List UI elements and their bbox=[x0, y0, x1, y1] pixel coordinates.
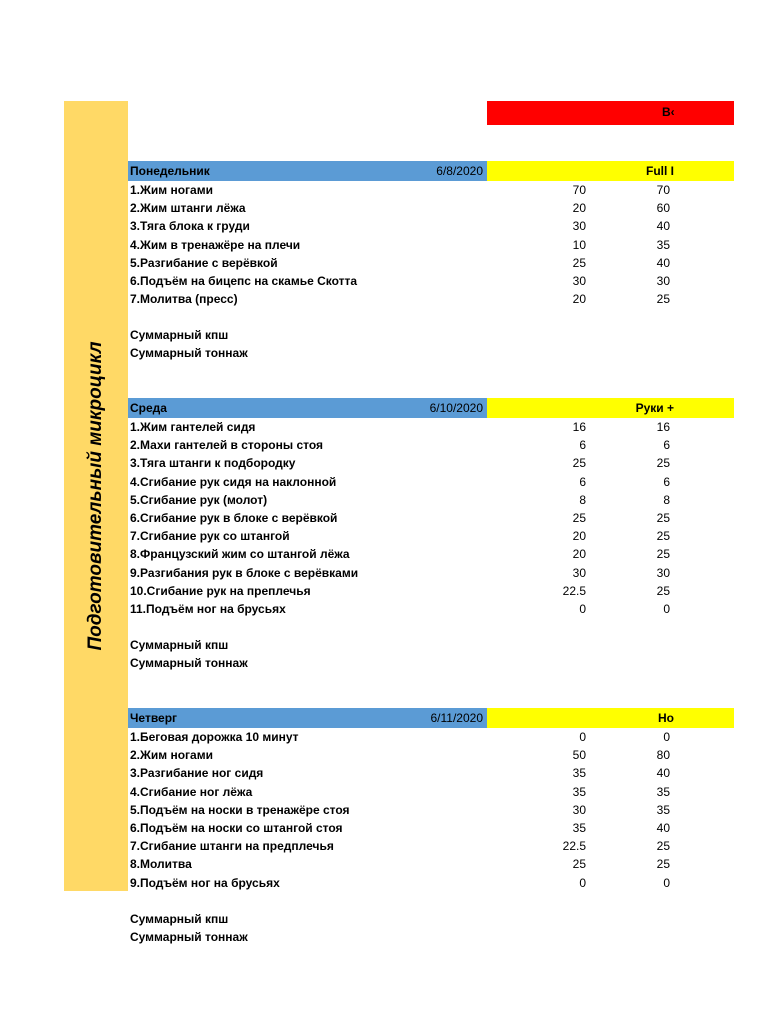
exercise-name: 3.Тяга штанги к подбородку bbox=[130, 456, 296, 471]
exercise-value-2: 30 bbox=[656, 273, 670, 288]
exercise-name: 2.Жим ногами bbox=[130, 748, 213, 763]
section-date: 6/11/2020 bbox=[430, 711, 483, 725]
exercise-value-1: 6 bbox=[579, 438, 586, 453]
exercise-row bbox=[128, 564, 734, 582]
exercise-value-1: 25 bbox=[572, 456, 586, 471]
exercise-value-2: 6 bbox=[663, 474, 670, 489]
exercise-name: 4.Жим в тренажёре на плечи bbox=[130, 237, 301, 252]
exercise-value-1: 8 bbox=[579, 492, 586, 507]
exercise-value-2: 40 bbox=[656, 820, 670, 835]
exercise-row bbox=[128, 181, 734, 199]
exercise-value-2: 35 bbox=[656, 237, 670, 252]
summary-tonnage-label: Суммарный тоннаж bbox=[130, 929, 248, 944]
exercise-value-1: 25 bbox=[572, 857, 586, 872]
exercise-row bbox=[128, 418, 734, 436]
exercise-row bbox=[128, 764, 734, 782]
summary-kpsh-label: Суммарный кпш bbox=[130, 911, 229, 926]
exercise-value-1: 20 bbox=[572, 529, 586, 544]
exercise-value-2: 35 bbox=[656, 802, 670, 817]
exercise-value-2: 25 bbox=[656, 839, 670, 854]
exercise-name: 5.Разгибание с верёвкой bbox=[130, 255, 278, 270]
exercise-name: 5.Подъём на носки в тренажёре стоя bbox=[130, 802, 350, 817]
exercise-value-2: 60 bbox=[656, 201, 670, 216]
exercise-row bbox=[128, 272, 734, 290]
exercise-value-1: 10 bbox=[572, 237, 586, 252]
summary-kpsh-label: Суммарный кпш bbox=[130, 328, 229, 343]
exercise-value-2: 0 bbox=[663, 601, 670, 616]
exercise-row bbox=[128, 855, 734, 873]
exercise-name: 9.Подъём ног на брусьях bbox=[130, 875, 280, 890]
exercise-value-2: 6 bbox=[663, 438, 670, 453]
exercise-row bbox=[128, 728, 734, 746]
exercise-row bbox=[128, 600, 734, 618]
summary-tonnage bbox=[128, 928, 734, 946]
exercise-value-2: 25 bbox=[656, 456, 670, 471]
section-day: Четверг bbox=[130, 711, 178, 725]
exercise-value-1: 0 bbox=[579, 730, 586, 744]
summary-tonnage-label: Суммарный тоннаж bbox=[130, 346, 248, 361]
summary-kpsh bbox=[128, 326, 734, 344]
exercise-row bbox=[128, 290, 734, 308]
section-type: Full I bbox=[646, 164, 674, 178]
exercise-value-1: 20 bbox=[572, 292, 586, 307]
exercise-value-1: 35 bbox=[572, 766, 586, 781]
section-date: 6/8/2020 bbox=[436, 164, 483, 178]
exercise-value-1: 0 bbox=[579, 875, 586, 890]
exercise-value-1: 0 bbox=[579, 601, 586, 616]
exercise-name: 6.Подъём на бицепс на скамье Скотта bbox=[130, 273, 358, 288]
exercise-row bbox=[128, 473, 734, 491]
exercise-value-2: 40 bbox=[656, 219, 670, 234]
exercise-row bbox=[128, 254, 734, 272]
exercise-row bbox=[128, 454, 734, 472]
exercise-row bbox=[128, 874, 734, 892]
exercise-name: 8.Молитва bbox=[130, 857, 192, 872]
exercise-row bbox=[128, 527, 734, 545]
exercise-name: 6.Сгибание рук в блоке с верёвкой bbox=[130, 510, 338, 525]
exercise-value-1: 6 bbox=[579, 474, 586, 489]
exercise-row bbox=[128, 819, 734, 837]
exercise-list bbox=[128, 181, 734, 308]
exercise-name: 2.Махи гантелей в стороны стоя bbox=[130, 438, 324, 453]
exercise-value-2: 40 bbox=[656, 766, 670, 781]
section-header-day-cell bbox=[128, 161, 487, 181]
exercise-value-1: 35 bbox=[572, 784, 586, 799]
exercise-value-2: 25 bbox=[656, 510, 670, 525]
exercise-value-2: 25 bbox=[656, 857, 670, 872]
exercise-value-2: 0 bbox=[663, 730, 670, 744]
exercise-value-2: 80 bbox=[656, 748, 670, 763]
section-header-type-cell bbox=[487, 398, 734, 418]
exercise-name: 2.Жим штанги лёжа bbox=[130, 201, 246, 216]
exercise-row bbox=[128, 509, 734, 527]
exercise-name: 5.Сгибание рук (молот) bbox=[130, 492, 268, 507]
exercise-value-2: 25 bbox=[656, 292, 670, 307]
exercise-row bbox=[128, 545, 734, 563]
exercise-value-1: 30 bbox=[572, 565, 586, 580]
exercise-name: 11.Подъём ног на брусьях bbox=[130, 601, 286, 616]
exercise-value-1: 20 bbox=[572, 547, 586, 562]
section-type: Руки + bbox=[635, 401, 674, 415]
exercise-name: 4.Сгибание ног лёжа bbox=[130, 784, 253, 799]
exercise-value-1: 50 bbox=[572, 748, 586, 763]
section-header bbox=[128, 708, 734, 728]
exercise-row bbox=[128, 746, 734, 764]
exercise-name: 1.Жим гантелей сидя bbox=[130, 420, 256, 434]
exercise-value-2: 35 bbox=[656, 784, 670, 799]
exercise-value-2: 25 bbox=[656, 547, 670, 562]
section-header-day-cell bbox=[128, 398, 487, 418]
exercise-name: 3.Тяга блока к груди bbox=[130, 219, 250, 234]
exercise-row bbox=[128, 582, 734, 600]
workout-section-monday bbox=[128, 161, 734, 362]
exercise-value-2: 30 bbox=[656, 565, 670, 580]
section-header-day-cell bbox=[128, 708, 487, 728]
top-banner-text: В‹ bbox=[662, 105, 675, 119]
exercise-row bbox=[128, 217, 734, 235]
exercise-row bbox=[128, 783, 734, 801]
section-header bbox=[128, 398, 734, 418]
exercise-value-1: 16 bbox=[572, 420, 586, 434]
exercise-value-1: 20 bbox=[572, 201, 586, 216]
exercise-name: 9.Разгибания рук в блоке с верёвками bbox=[130, 565, 359, 580]
exercise-value-1: 22.5 bbox=[562, 583, 586, 598]
exercise-value-2: 25 bbox=[656, 529, 670, 544]
exercise-row bbox=[128, 199, 734, 217]
exercise-row bbox=[128, 436, 734, 454]
summary-kpsh bbox=[128, 636, 734, 654]
summary-tonnage bbox=[128, 344, 734, 362]
side-label: Подготовительный микроцикл bbox=[85, 341, 106, 651]
exercise-name: 10.Сгибание рук на преплечья bbox=[130, 583, 311, 598]
exercise-name: 3.Разгибание ног сидя bbox=[130, 766, 264, 781]
exercise-value-2: 25 bbox=[656, 583, 670, 598]
summary-kpsh-label: Суммарный кпш bbox=[130, 638, 229, 653]
top-banner bbox=[487, 101, 734, 125]
workout-section-thursday bbox=[128, 708, 734, 946]
exercise-row bbox=[128, 837, 734, 855]
exercise-name: 7.Сгибание рук со штангой bbox=[130, 529, 290, 544]
section-header bbox=[128, 161, 734, 181]
exercise-value-2: 70 bbox=[656, 183, 670, 197]
exercise-name: 6.Подъём на носки со штангой стоя bbox=[130, 820, 343, 835]
workout-section-wednesday bbox=[128, 398, 734, 672]
exercise-value-1: 30 bbox=[572, 273, 586, 288]
section-type: Но bbox=[658, 711, 674, 725]
exercise-name: 1.Жим ногами bbox=[130, 183, 213, 197]
exercise-value-1: 30 bbox=[572, 802, 586, 817]
exercise-value-2: 40 bbox=[656, 255, 670, 270]
exercise-value-2: 8 bbox=[663, 492, 670, 507]
section-day: Среда bbox=[130, 401, 167, 415]
exercise-value-1: 25 bbox=[572, 510, 586, 525]
exercise-name: 4.Сгибание рук сидя на наклонной bbox=[130, 474, 337, 489]
exercise-list bbox=[128, 728, 734, 892]
section-header-type-cell bbox=[487, 708, 734, 728]
exercise-list bbox=[128, 418, 734, 618]
exercise-name: 8.Французский жим со штангой лёжа bbox=[130, 547, 350, 562]
section-date: 6/10/2020 bbox=[429, 401, 483, 415]
section-day: Понедельник bbox=[130, 164, 210, 178]
summary-kpsh bbox=[128, 910, 734, 928]
exercise-value-1: 30 bbox=[572, 219, 586, 234]
summary-tonnage-label: Суммарный тоннаж bbox=[130, 656, 248, 671]
exercise-row bbox=[128, 801, 734, 819]
exercise-value-2: 0 bbox=[663, 875, 670, 890]
exercise-value-1: 35 bbox=[572, 820, 586, 835]
exercise-name: 1.Беговая дорожка 10 минут bbox=[130, 730, 299, 744]
exercise-value-1: 70 bbox=[572, 183, 586, 197]
exercise-value-1: 22.5 bbox=[562, 839, 586, 854]
exercise-name: 7.Сгибание штанги на предплечья bbox=[130, 839, 334, 854]
exercise-name: 7.Молитва (пресс) bbox=[130, 292, 238, 307]
exercise-value-2: 16 bbox=[656, 420, 670, 434]
exercise-value-1: 25 bbox=[572, 255, 586, 270]
section-header-type-cell bbox=[487, 161, 734, 181]
summary-tonnage bbox=[128, 654, 734, 672]
exercise-row bbox=[128, 491, 734, 509]
exercise-row bbox=[128, 236, 734, 254]
